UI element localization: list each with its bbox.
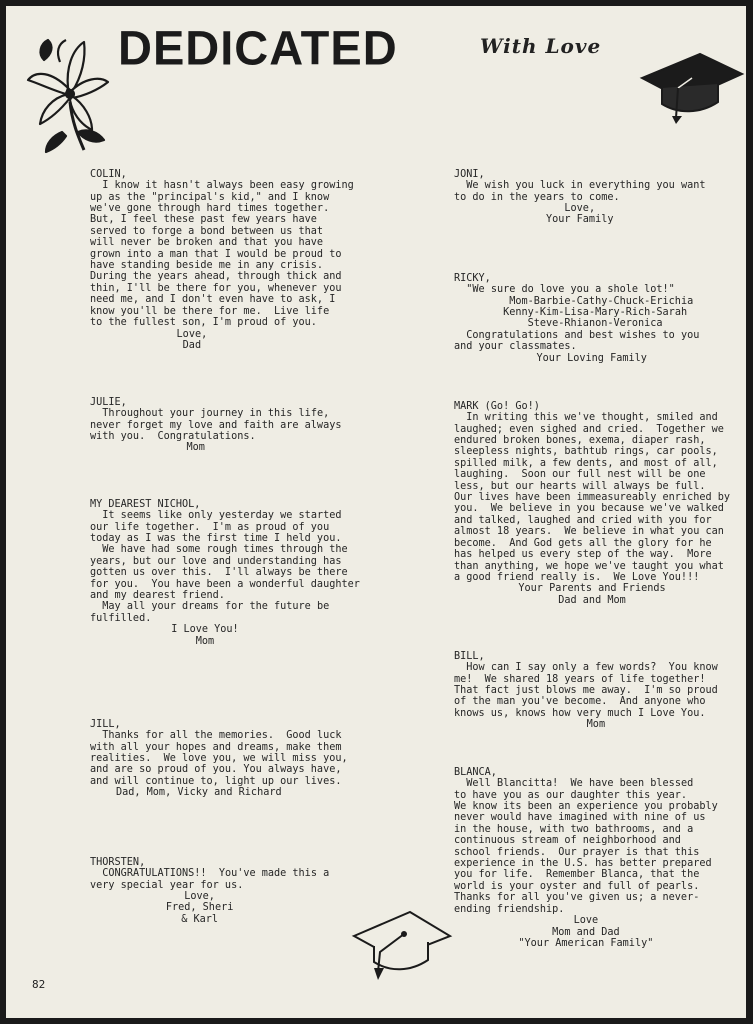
message-thorsten	[90, 834, 329, 948]
message-body: CONGRATULATIONS!! You've made this a very special year for us.	[90, 868, 330, 891]
message-signature: Love, Fred, Sheri & Karl	[165, 891, 234, 925]
message-body: Well Blancitta! We have been blessed to have you as our daughter this year. We know its been an experience you probably never would have imagined with nine of us in the house, with two bathrooms, and a continuous stream of neighborhood and school friends. Our prayer is that this experience in the U.S. has better prepared you for life. Remember Blanca, that the world is your oyster and full of pearls. Thanks for all you've given us; a never- ending friendship.	[454, 778, 718, 915]
message-signature: Mom	[586, 719, 606, 731]
message-blanca	[454, 744, 718, 972]
message-body: It seems like only yesterday we started our life together. I'm as proud of you today as I was the first time I held you. We have had some rough times through the years, but our love and understanding has gotten us over this. I'll always be there for you. You have been a wonderful daughter and my dearest friend. May all your dreams for the future be fulfilled.	[90, 510, 360, 624]
message-recipient: JONI,	[454, 168, 485, 180]
message-signature: Your Loving Family	[536, 352, 647, 364]
message-signature: Your Parents and Friends Dad and Mom	[518, 583, 666, 606]
message-recipient: JULIE,	[90, 396, 127, 408]
message-body: Throughout your journey in this life, never forget my love and faith are always with you. Congratulations.	[90, 408, 342, 443]
message-signature: I Love You! Mom	[171, 624, 239, 647]
message-recipient: BLANCA,	[454, 766, 497, 778]
message-body: We wish you luck in everything you want to do in the years to come.	[454, 180, 706, 203]
graduation-cap-icon	[350, 906, 454, 984]
message-julie	[90, 374, 341, 477]
message-nichol	[90, 476, 360, 670]
message-recipient: THORSTEN,	[90, 856, 146, 868]
message-signature: Love Mom and Dad "Your American Family"	[518, 915, 654, 949]
message-joni	[454, 146, 705, 249]
page-title: DEDICATED	[118, 20, 398, 75]
message-recipient: MARK (Go! Go!)	[454, 400, 540, 412]
message-signature: Mom	[186, 442, 205, 454]
message-bill	[454, 628, 718, 753]
message-colin	[90, 146, 354, 374]
message-body: Thanks for all the memories. Good luck with all your hopes and dreams, make them realities. We love you, we will miss you, and are so proud of you. You always have, and will continue to, light up our lives.	[90, 730, 348, 787]
message-signature: Love, Dad	[176, 328, 208, 351]
lily-flower-icon	[22, 32, 114, 154]
message-recipient: JILL,	[90, 718, 121, 730]
page-subtitle: With Love	[480, 34, 602, 58]
message-recipient: MY DEAREST NICHOL,	[90, 498, 201, 510]
message-recipient: COLIN,	[90, 168, 127, 180]
message-signature: Love, Your Family	[546, 203, 614, 226]
message-mark	[454, 378, 730, 629]
message-body: "We sure do love you a shole lot!" Mom-Barbie-Cathy-Chuck-Erichia Kenny-Kim-Lisa-Mary-Rich-Sarah Steve-Rhianon-Veronica Congratulations and best wishes to you and your classmates.	[454, 284, 700, 353]
message-body: How can I say only a few words? You know me! We shared 18 years of life together! That fact just blows me away. I'm so proud of the man you've become. And anyone who knows us, knows how very much I Love You.	[454, 662, 718, 719]
message-body: In writing this we've thought, smiled and laughed; even sighed and cried. Together we endured broken bones, exema, diaper rash, sleepless nights, bathtub rings, car pools, spilled milk, a few dents, and most of all, laughing. Soon our full nest will be one less, but our hearts will always be full. Our lives have been immeasureably enriched by you. We believe in you because we've walked and talked, laughed and cried with you for almost 18 years. We believe in what you can become. And God gets all the glory for he has helped us every step of the way. More than anything, we hope we've taught you what a good friend really is. We Love You!!!	[454, 412, 731, 583]
message-recipient: BILL,	[454, 650, 485, 662]
graduation-cap-icon	[638, 44, 746, 126]
message-ricky	[454, 250, 699, 387]
message-body: I know it hasn't always been easy growing up as the "principal's kid," and I know we've gone through hard times together. But, I feel these past few years have served to forge a bond between us that will never be broken and that you have grown into a man that I would be proud to have standing beside me in any crisis. During the years ahead, through thick and thin, I'll be there for you, whenever you need me, and I don't even have to ask, I know you'll be there for me. Live life to the fullest son, I'm proud of you.	[90, 180, 354, 329]
message-jill	[90, 696, 348, 821]
message-recipient: RICKY,	[454, 272, 491, 284]
yearbook-page	[6, 6, 746, 1018]
message-signature: Dad, Mom, Vicky and Richard	[116, 787, 282, 799]
page-number: 82	[32, 978, 46, 991]
